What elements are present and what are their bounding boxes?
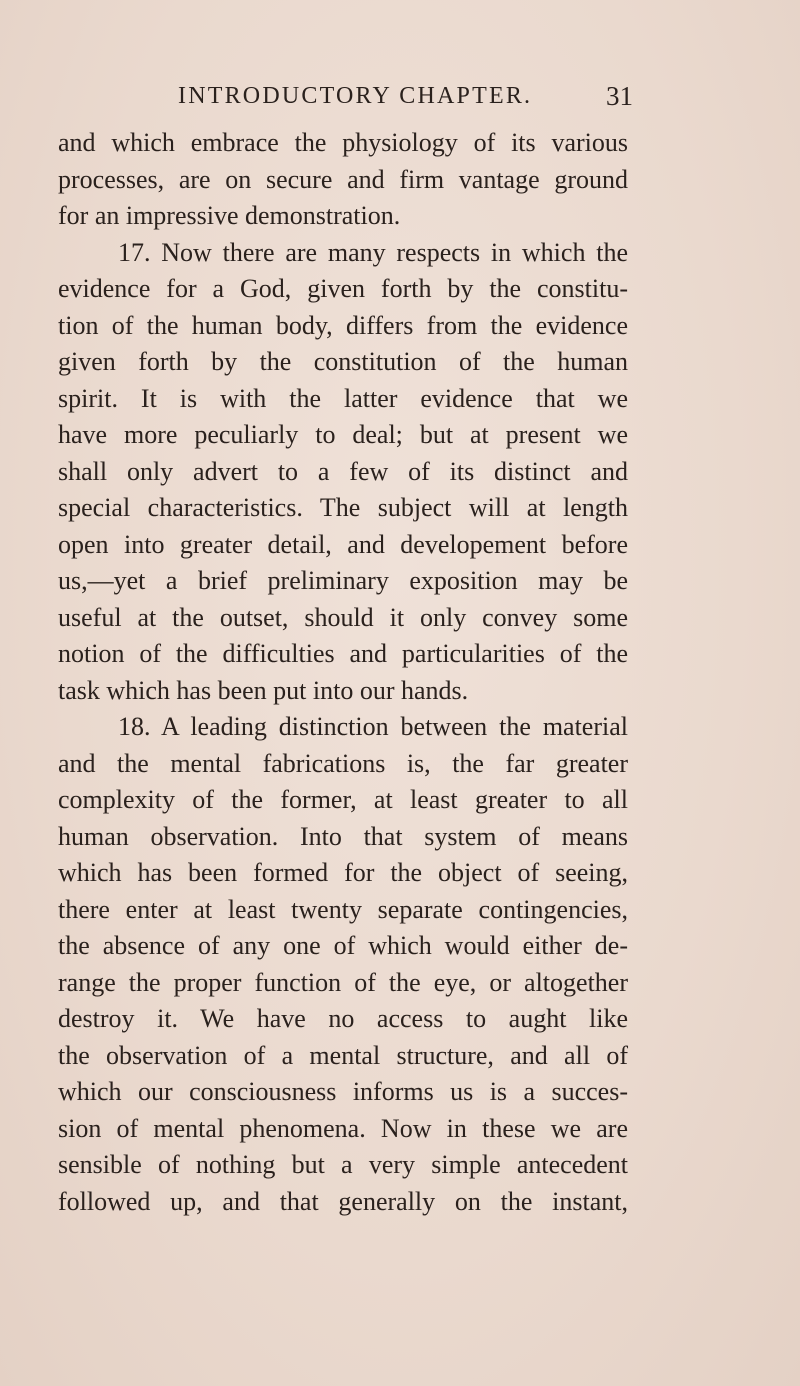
text-line: which our consciousness informs us is a succes- xyxy=(58,1077,628,1106)
text-line: useful at the outset, should it only convey some xyxy=(58,602,628,632)
text-line: notion of the difficulties and particularities of the xyxy=(58,639,628,668)
text-line: processes, are on secure and firm vantage ground xyxy=(58,164,628,194)
text-line: open into greater detail, and developement before xyxy=(58,529,628,559)
text-line: given forth by the constitution of the human xyxy=(58,347,628,376)
text-line: followed up, and that generally on the instant, xyxy=(58,1186,628,1216)
text-line: 18. A leading distinction between the material xyxy=(118,712,628,741)
text-line: and the mental fabrications is, the far greater xyxy=(58,748,628,778)
text-line: special characteristics. The subject will at length xyxy=(58,493,628,522)
text-line: range the proper function of the eye, or altogether xyxy=(58,967,628,997)
text-line: 17. Now there are many respects in which the xyxy=(118,237,628,267)
page-number: 31 xyxy=(606,81,633,111)
text-line: human observation. Into that system of means xyxy=(58,821,628,851)
text-line: sion of mental phenomena. Now in these we are xyxy=(58,1113,628,1143)
text-line: have more peculiarly to deal; but at present we xyxy=(58,420,628,449)
text-line: task which has been put into our hands. xyxy=(58,675,469,705)
text-line: the absence of any one of which would either de- xyxy=(58,931,628,960)
text-line: there enter at least twenty separate contingencies, xyxy=(58,894,628,924)
text-line: for an impressive demonstration. xyxy=(58,201,401,230)
text-line: destroy it. We have no access to aught like xyxy=(58,1004,628,1033)
text-line: the observation of a mental structure, and all of xyxy=(58,1040,628,1070)
text-line: and which embrace the physiology of its various xyxy=(58,128,628,157)
text-line: complexity of the former, at least greater to all xyxy=(58,785,628,814)
text-line: tion of the human body, differs from the evidence xyxy=(58,310,628,340)
body-text xyxy=(58,125,628,1220)
running-head xyxy=(178,78,633,114)
text-line: which has been formed for the object of seeing, xyxy=(58,858,628,887)
text-line: spirit. It is with the latter evidence that we xyxy=(58,383,628,413)
text-line: shall only advert to a few of its distinct and xyxy=(58,456,628,486)
text-line: us,—yet a brief preliminary exposition may be xyxy=(58,566,628,595)
chapter-title: INTRODUCTORY CHAPTER. xyxy=(178,83,533,109)
text-line: evidence for a God, given forth by the constitu- xyxy=(58,274,628,303)
text-line: sensible of nothing but a very simple antecedent xyxy=(58,1150,628,1179)
